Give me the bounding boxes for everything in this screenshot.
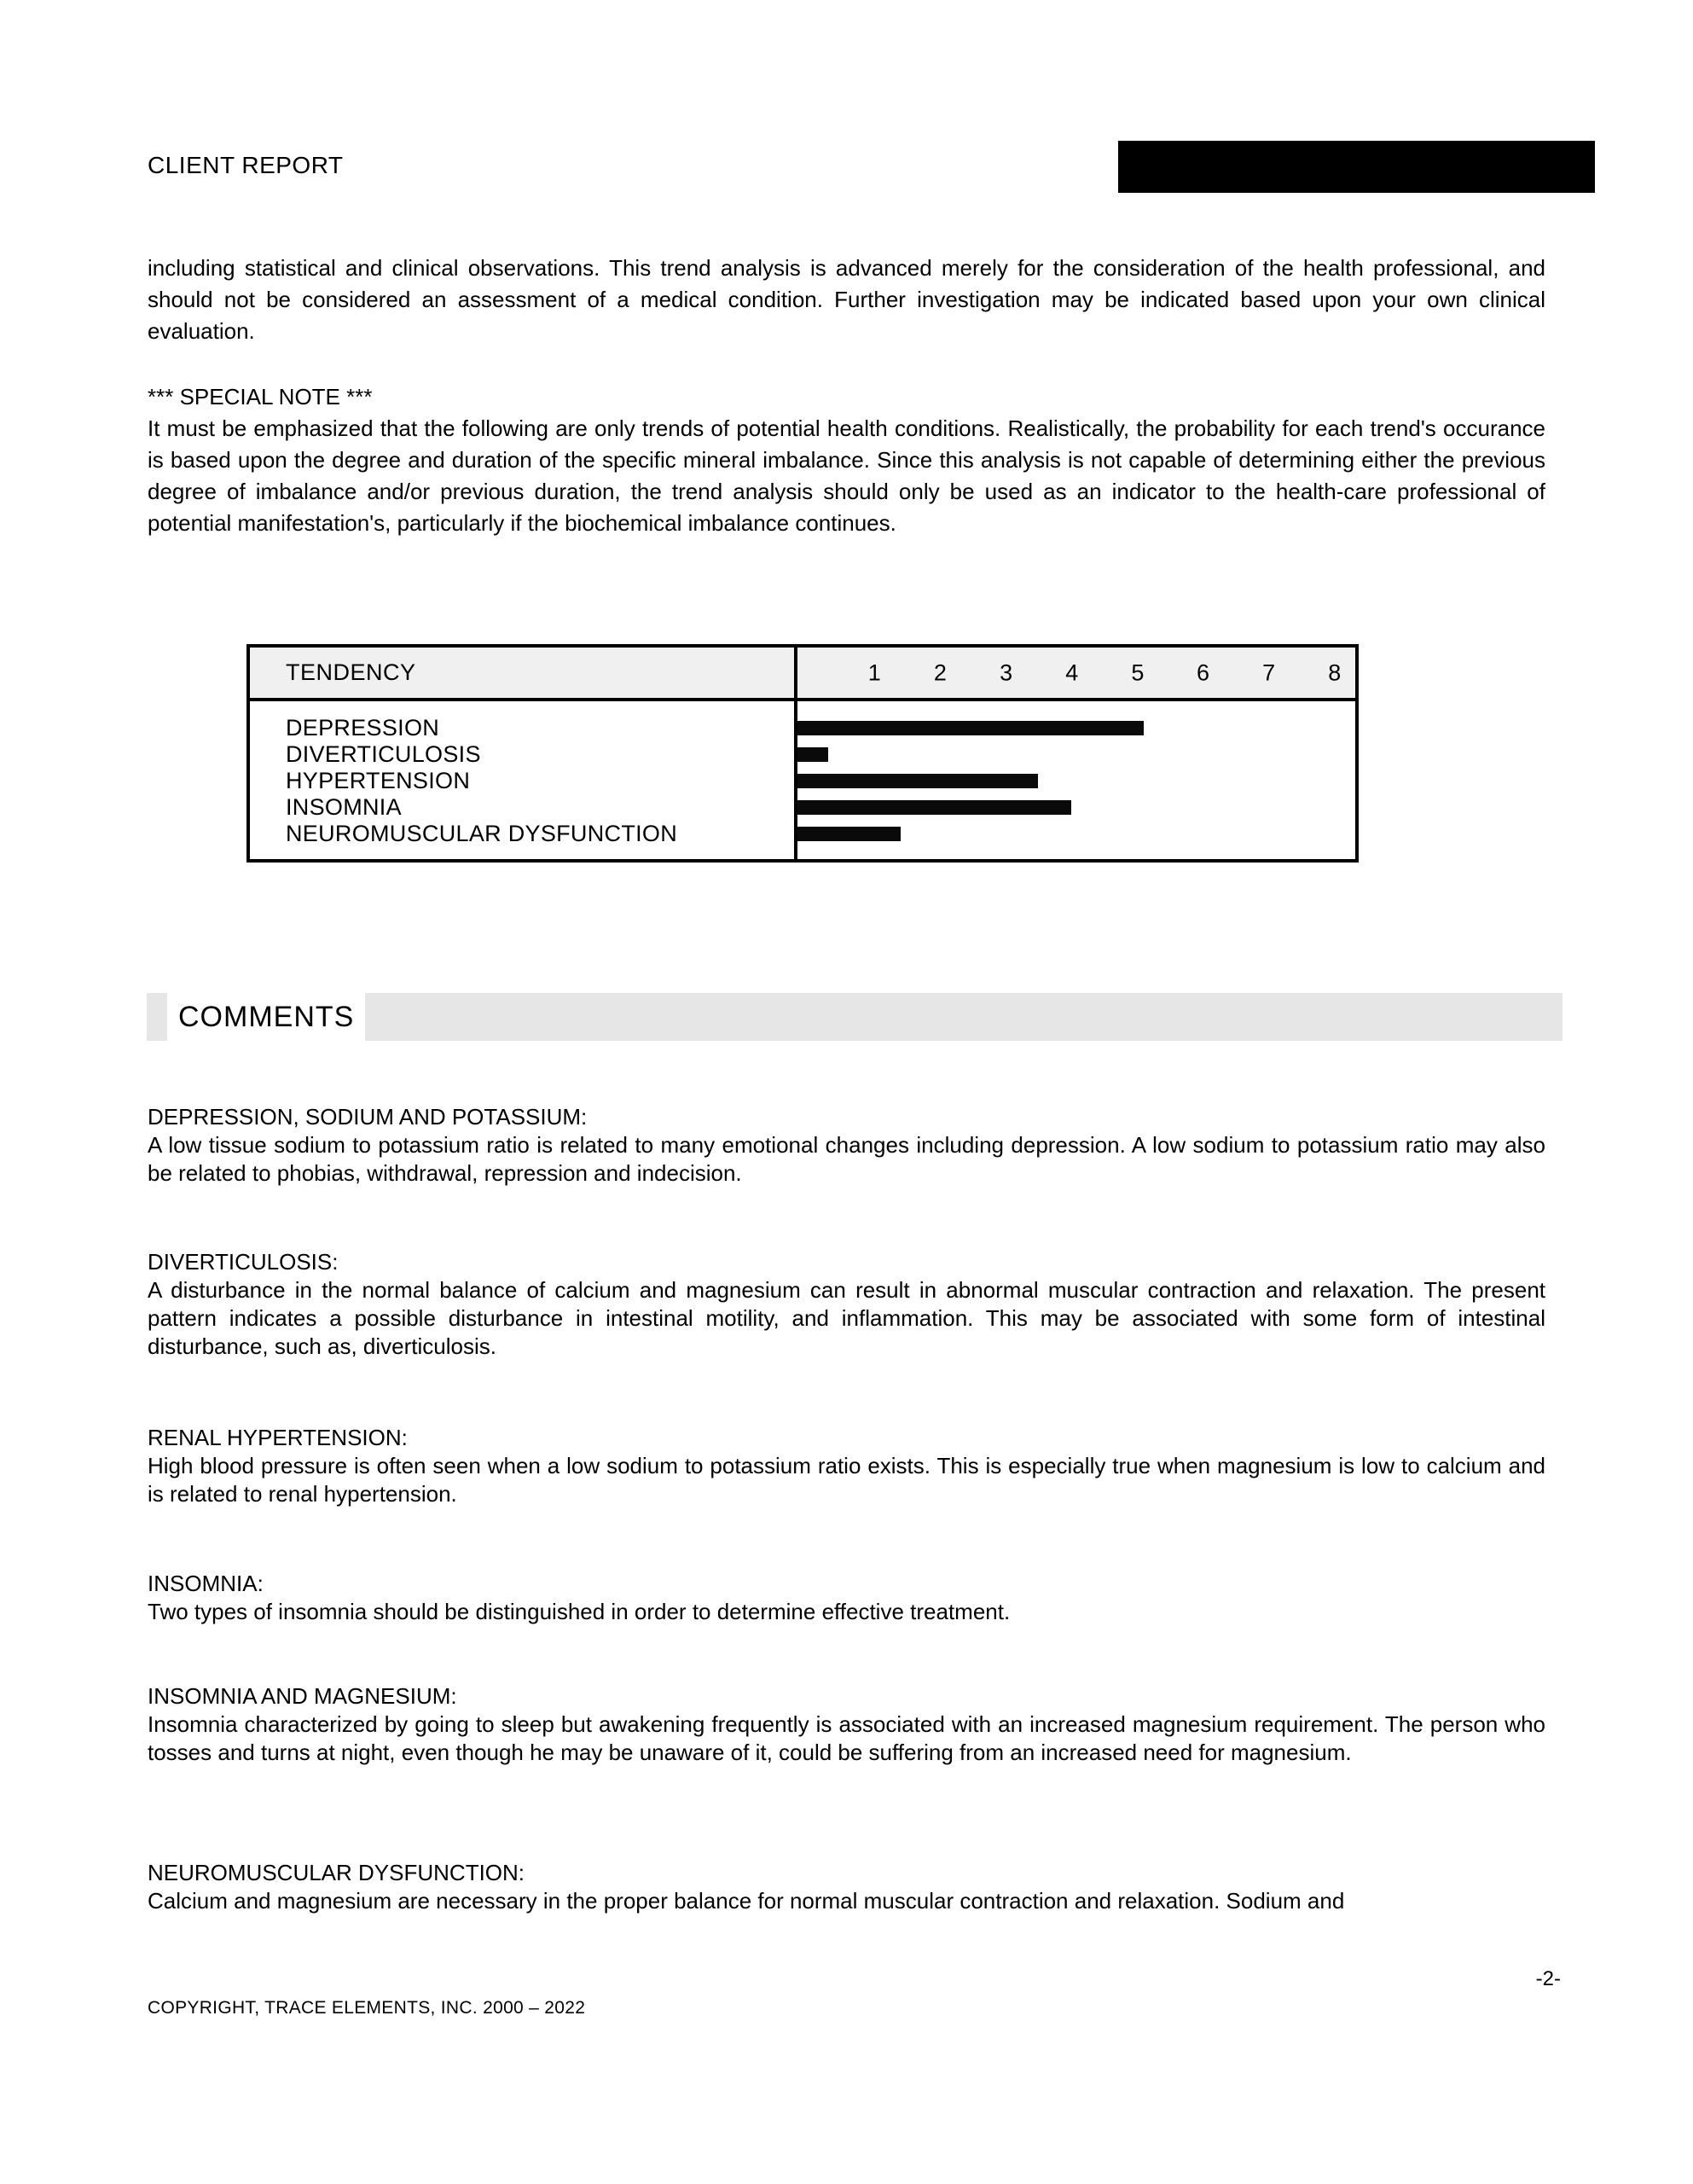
axis-tick: 1 xyxy=(867,659,881,685)
banner-fill-bar xyxy=(365,993,1563,1041)
comment-section-insomnia xyxy=(148,1570,1545,1626)
axis-tick: 7 xyxy=(1262,659,1276,685)
comment-heading: DEPRESSION, SODIUM AND POTASSIUM: xyxy=(148,1104,588,1130)
tendency-chart-table xyxy=(246,644,1359,863)
comment-body: A low tissue sodium to potassium ratio is related to many emotional changes including depression. A low sodium to potassium ratio may also be related to phobias, withdrawal, repression and indecision. xyxy=(148,1132,1545,1186)
page-number: -2- xyxy=(1535,1967,1561,1990)
banner-left-chip xyxy=(147,993,167,1041)
special-note-body: It must be emphasized that the following are only trends of potential health conditions. Realistically, the probability for each trend's occurance is based upon the degree and duration of the specific mineral imbalance. Since this analysis is not capable of determining either the previous degree of imbalance and/or previous duration, the trend analysis should only be used as an indicator to the health-care professional of potential manifestation's, particularly if the biochemical imbalance continues. xyxy=(148,415,1545,536)
tendency-table-header xyxy=(250,648,1355,701)
axis-tick: 3 xyxy=(1000,659,1013,685)
tendency-header-label: TENDENCY xyxy=(250,648,797,698)
comment-body: Calcium and magnesium are necessary in the proper balance for normal muscular contraction and relaxation. Sodium and xyxy=(148,1888,1345,1914)
comment-heading: INSOMNIA: xyxy=(148,1571,264,1596)
tendency-label: INSOMNIA xyxy=(286,794,402,820)
tendency-bar-insomnia xyxy=(797,800,1071,815)
tendency-label: HYPERTENSION xyxy=(286,768,471,793)
comment-heading: RENAL HYPERTENSION: xyxy=(148,1425,408,1450)
axis-tick: 4 xyxy=(1065,659,1079,685)
special-note-section xyxy=(148,381,1545,539)
axis-tick: 5 xyxy=(1131,659,1145,685)
tendency-label: NEUROMUSCULAR DYSFUNCTION xyxy=(286,821,678,846)
tendency-bars xyxy=(797,701,1355,859)
comment-section-neuromuscular xyxy=(148,1859,1545,1915)
tendency-label: DEPRESSION xyxy=(286,715,440,741)
comment-body: A disturbance in the normal balance of calcium and magnesium can result in abnormal muscular contraction and relaxation. The present pattern indicates a possible disturbance in intestinal motility, and inflammation. This may be associated with some form of intestinal disturbance, such as, diverticulosis. xyxy=(148,1277,1545,1359)
page-title: CLIENT REPORT xyxy=(148,152,344,178)
tendency-table-body xyxy=(250,701,1355,859)
comments-banner-label: COMMENTS xyxy=(167,993,365,1041)
comment-section-renal-hypertension xyxy=(148,1424,1545,1508)
comment-section-diverticulosis xyxy=(148,1248,1545,1361)
special-note-title: *** SPECIAL NOTE *** xyxy=(148,384,373,410)
redaction-box xyxy=(1118,141,1595,193)
copyright-line: COPYRIGHT, TRACE ELEMENTS, INC. 2000 – 2022 xyxy=(148,1998,586,2018)
tendency-label: DIVERTICULOSIS xyxy=(286,741,481,767)
tendency-bar-neuromuscular xyxy=(797,827,901,841)
comment-heading: DIVERTICULOSIS: xyxy=(148,1249,339,1275)
comment-body: Two types of insomnia should be distinguished in order to determine effective treatment. xyxy=(148,1599,1011,1624)
tendency-axis xyxy=(797,648,1355,698)
comments-banner xyxy=(147,993,1563,1041)
tendency-bar-diverticulosis xyxy=(797,747,828,762)
tendency-bar-depression xyxy=(797,721,1144,735)
comment-heading: NEUROMUSCULAR DYSFUNCTION: xyxy=(148,1860,525,1885)
axis-tick: 8 xyxy=(1328,659,1342,685)
intro-paragraph: including statistical and clinical observations. This trend analysis is advanced merely for the consideration of the health professional, and should not be considered an assessment of a medical condition. Further investigation may be indicated based upon your own clinical evaluation. xyxy=(148,255,1545,344)
comment-body: High blood pressure is often seen when a low sodium to potassium ratio exists. This is especially true when magnesium is low to calcium and is related to renal hypertension. xyxy=(148,1453,1545,1507)
comment-section-depression xyxy=(148,1103,1545,1188)
comment-section-insomnia-magnesium xyxy=(148,1682,1545,1767)
tendency-bar-hypertension xyxy=(797,774,1038,788)
axis-tick: 2 xyxy=(933,659,947,685)
axis-tick: 6 xyxy=(1196,659,1209,685)
tendency-labels xyxy=(250,701,797,859)
comment-heading: INSOMNIA AND MAGNESIUM: xyxy=(148,1683,457,1709)
comment-body: Insomnia characterized by going to sleep but awakening frequently is associated with an increased magnesium requirement. The person who tosses and turns at night, even though he may be unaware of it, could be suffering from an increased need for magnesium. xyxy=(148,1711,1545,1765)
